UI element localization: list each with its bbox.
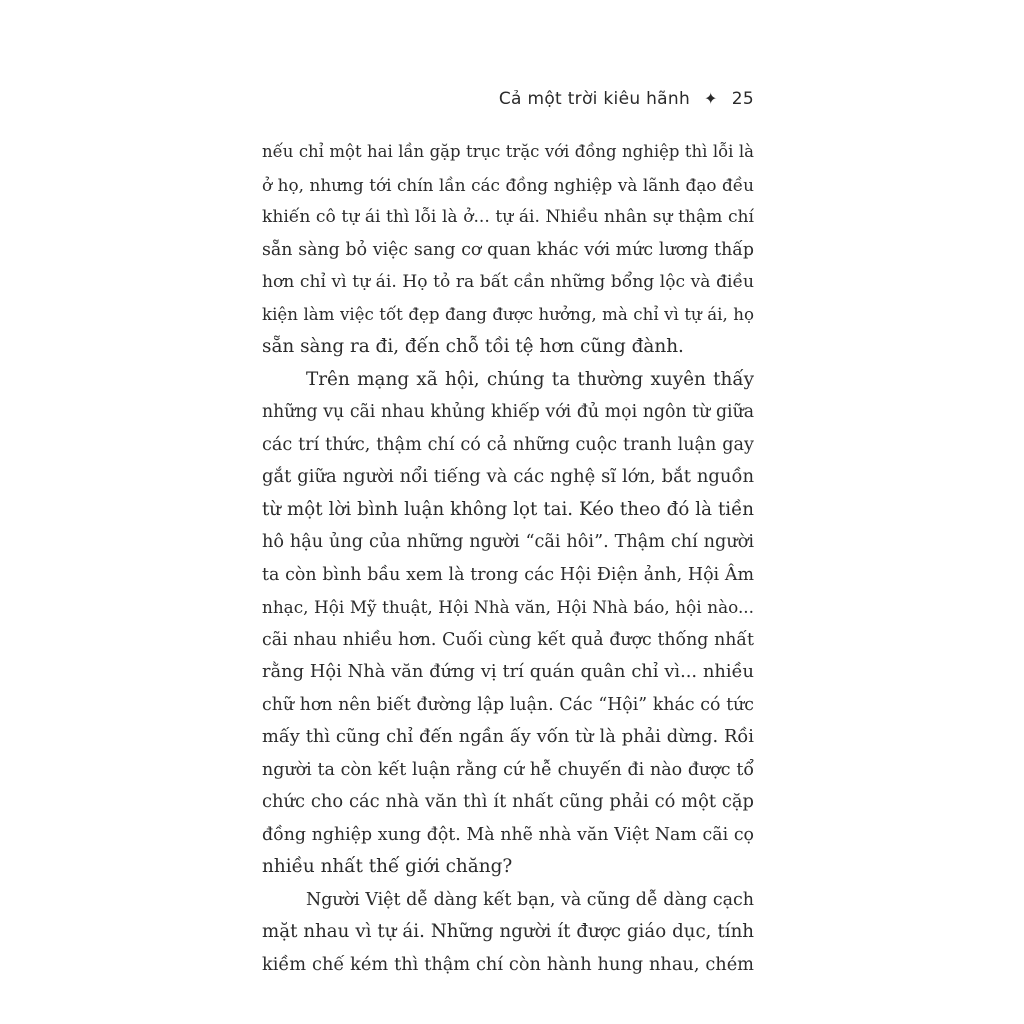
paragraph-2-line: Trên mạng xã hội, chúng ta thường xuyên thấy: [306, 368, 754, 390]
paragraph-1-line: sẵn sàng ra đi, đến chỗ tồi tệ hơn cũng đành.: [262, 336, 684, 357]
paragraph-1-line: khiến cô tự ái thì lỗi là ở... tự ái. Nhiều nhân sự thậm chí: [262, 207, 754, 227]
paragraph-3-line: kiềm chế kém thì thậm chí còn hành hung nhau, chém: [262, 954, 754, 975]
paragraph-2-line: chức cho các nhà văn thì ít nhất cũng phải có một cặp: [262, 791, 754, 812]
paragraph-1-line: sẵn sàng bỏ việc sang cơ quan khác với mức lương thấp: [262, 239, 754, 260]
paragraph-2-line: người ta còn kết luận rằng cứ hễ chuyến đi nào được tổ: [262, 759, 754, 780]
paragraph-2-line: gắt giữa người nổi tiếng và các nghệ sĩ lớn, bắt nguồn: [262, 466, 754, 487]
paragraph-3-line: mặt nhau vì tự ái. Những người ít được giáo dục, tính: [262, 921, 754, 942]
paragraph-1-line: hơn chỉ vì tự ái. Họ tỏ ra bất cần những bổng lộc và điều: [262, 272, 754, 292]
paragraph-2-line: đồng nghiệp xung đột. Mà nhẽ nhà văn Việt Nam cãi cọ: [262, 824, 754, 845]
paragraph-2-line: cãi nhau nhiều hơn. Cuối cùng kết quả được thống nhất: [262, 629, 754, 650]
paragraph-2-line: mấy thì cũng chỉ đến ngần ấy vốn từ là phải dừng. Rồi: [262, 726, 754, 747]
paragraph-1-line: kiện làm việc tốt đẹp đang được hưởng, mà chỉ vì tự ái, họ: [262, 304, 754, 324]
running-header: [499, 89, 754, 109]
paragraph-1-line: ở họ, nhưng tới chín lần các đồng nghiệp và lãnh đạo đều: [262, 174, 754, 195]
paragraph-2-line: chữ hơn nên biết đường lập luận. Các “Hội” khác có tức: [262, 694, 754, 715]
paragraph-2-line: rằng Hội Nhà văn đứng vị trí quán quân chỉ vì... nhiều: [262, 661, 754, 682]
paragraph-2-line: nhạc, Hội Mỹ thuật, Hội Nhà văn, Hội Nhà báo, hội nào...: [262, 597, 754, 617]
separator-star-icon: ✦: [704, 89, 718, 108]
page-number: 25: [731, 89, 754, 109]
paragraph-2-line: từ một lời bình luận không lọt tai. Kéo theo đó là tiền: [262, 498, 754, 520]
paragraph-3-line: Người Việt dễ dàng kết bạn, và cũng dễ dàng cạch: [306, 889, 754, 910]
book-title: Cả một trời kiêu hãnh: [498, 89, 691, 109]
paragraph-2-line: hô hậu ủng của những người “cãi hôi”. Thậm chí người: [262, 532, 754, 552]
paragraph-2-line: những vụ cãi nhau khủng khiếp với đủ mọi ngôn từ giữa: [262, 402, 754, 422]
paragraph-2-line: các trí thức, thậm chí có cả những cuộc tranh luận gay: [262, 434, 754, 455]
paragraph-2-line: nhiều nhất thế giới chăng?: [262, 856, 513, 877]
paragraph-1-line: nếu chỉ một hai lần gặp trục trặc với đồng nghiệp thì lỗi là: [262, 142, 754, 161]
paragraph-2-line: ta còn bình bầu xem là trong các Hội Điện ảnh, Hội Âm: [262, 564, 754, 585]
body-text: [262, 136, 754, 981]
